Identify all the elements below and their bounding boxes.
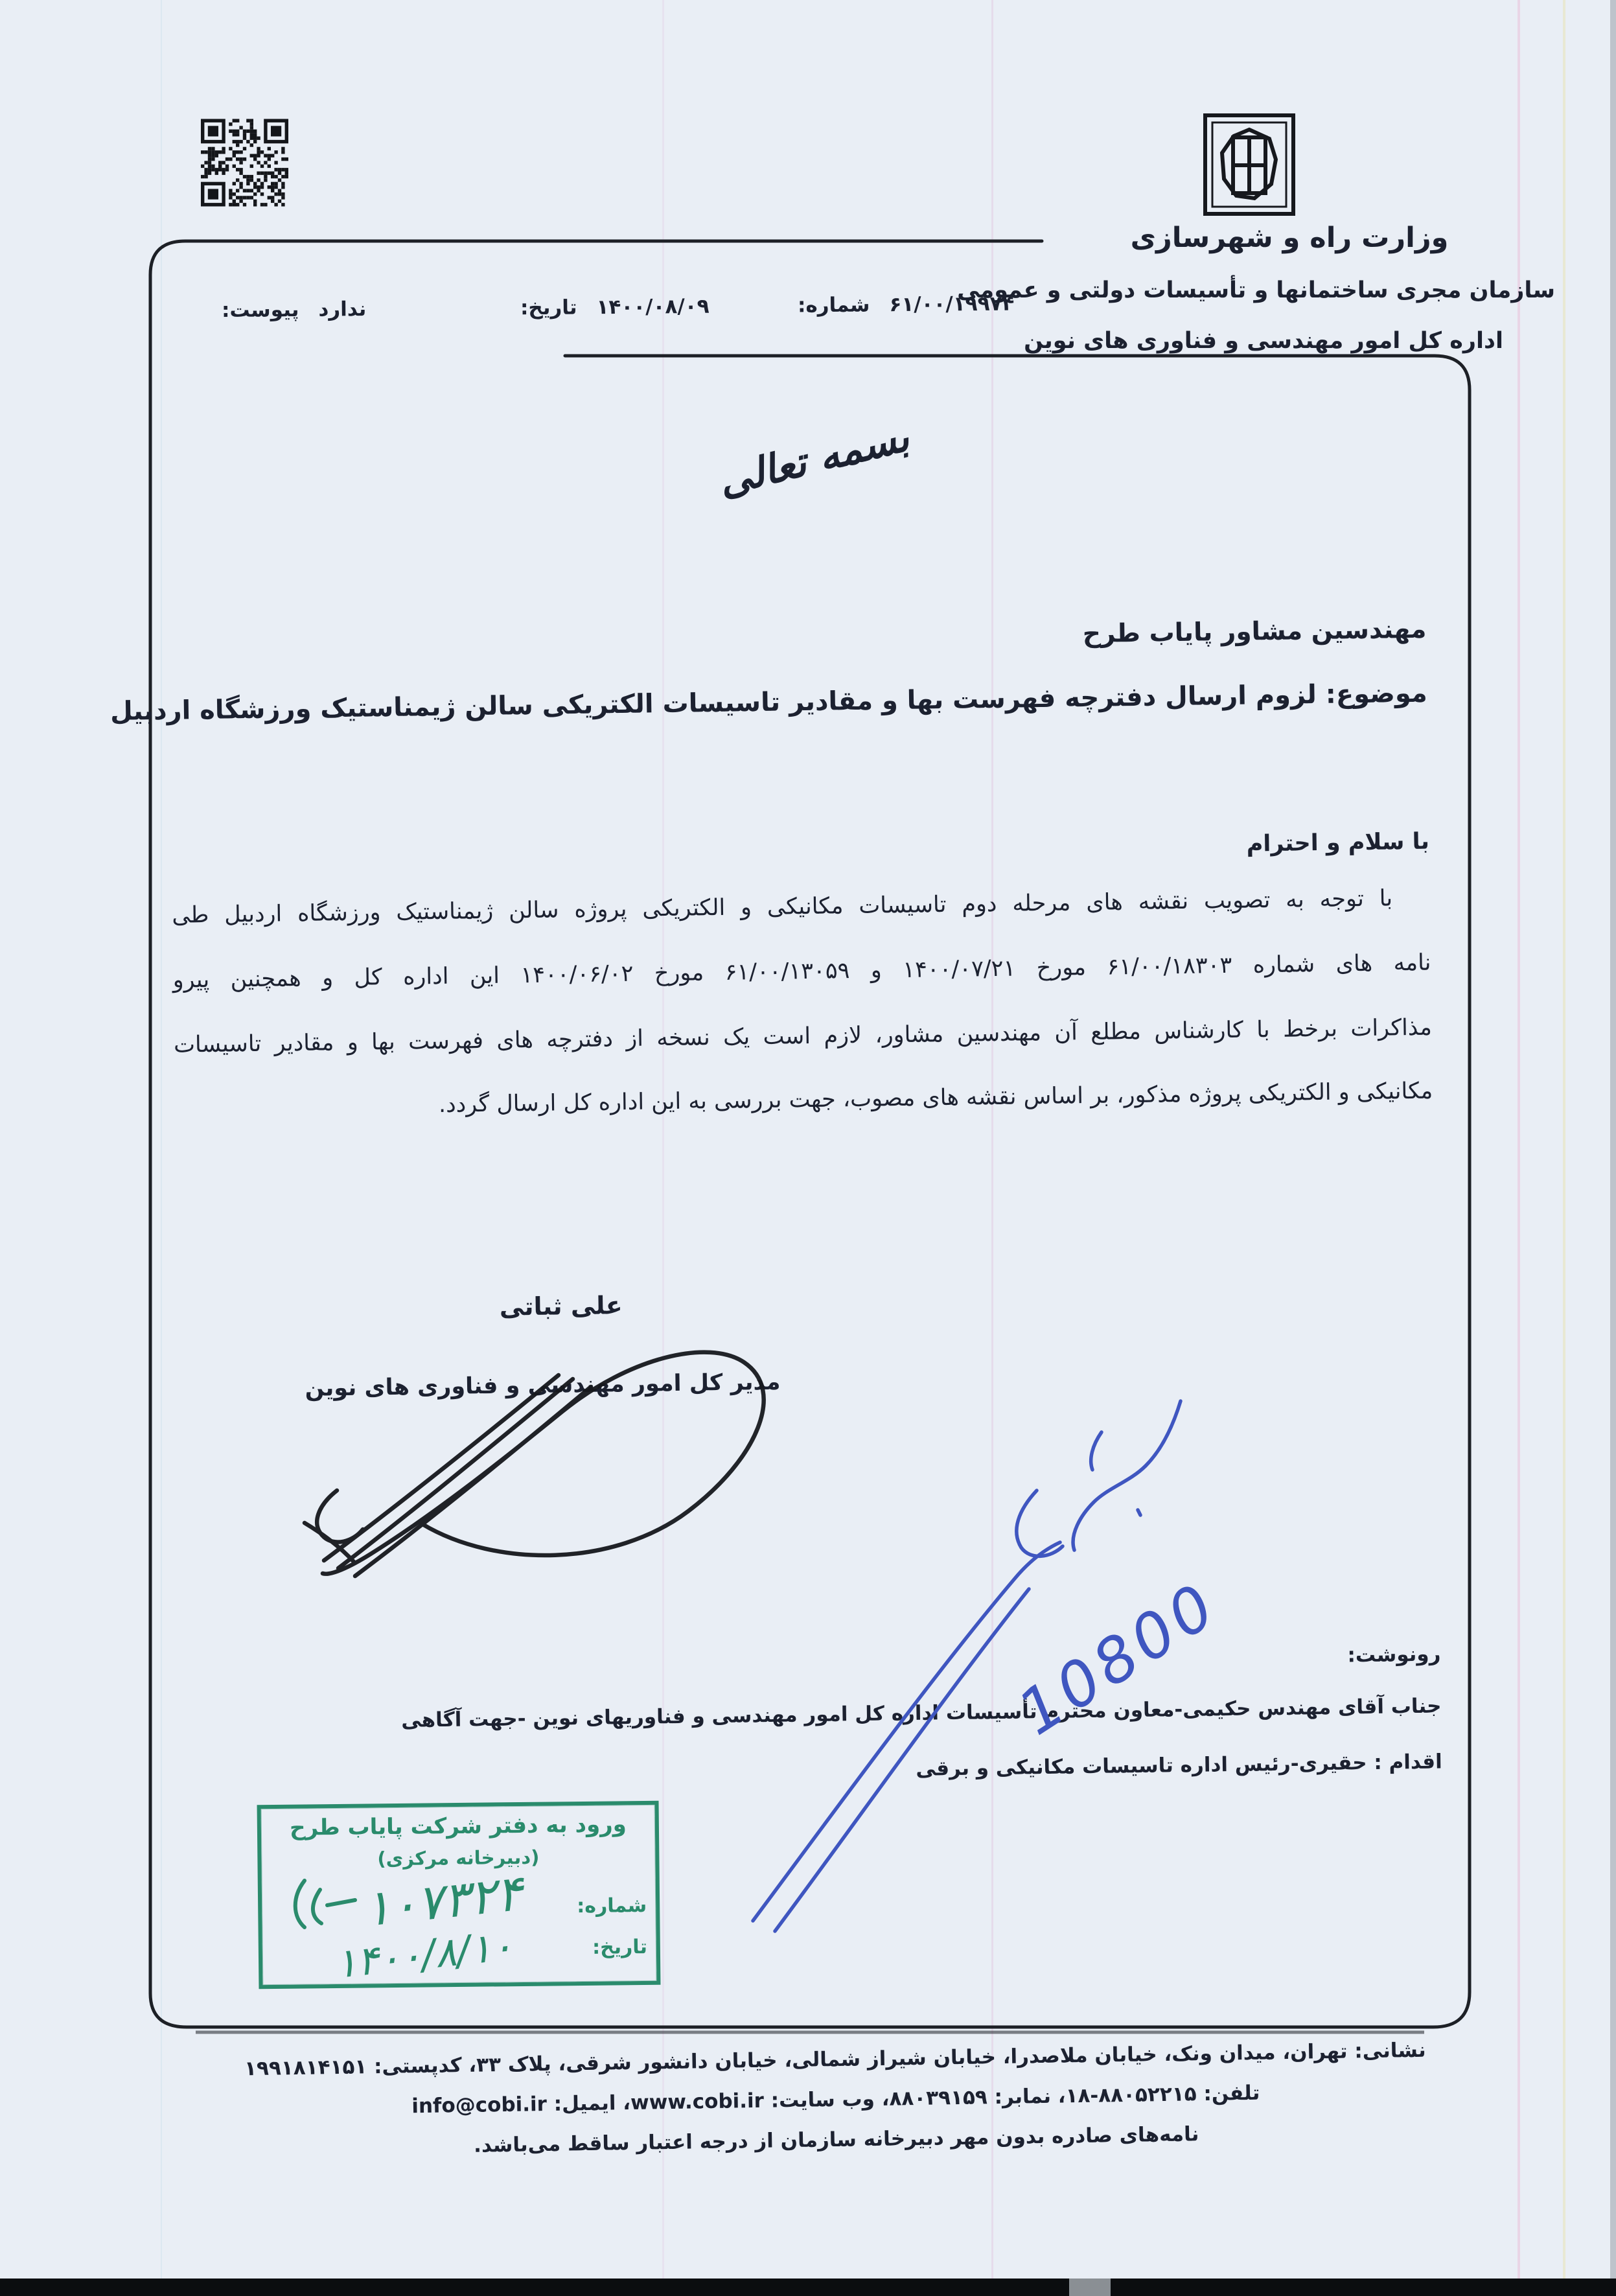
entry-stamp bbox=[257, 1801, 661, 1989]
footer bbox=[32, 2035, 1616, 2181]
organization-name: سازمان مجری ساختمانها و تأسیسات دولتی و عمومی bbox=[957, 277, 1555, 303]
stamp-date-label: تاریخ: bbox=[592, 1935, 648, 1959]
letter-number-value: ۶۱/۰۰/۱۹۹۷۴ bbox=[888, 292, 1015, 317]
stamp-number-label: شماره: bbox=[577, 1894, 647, 1918]
footer-contact: تلفن: ۸۸۰۵۲۲۱۵-۱۸، نمابر: ۸۸۰۳۹۱۵۹، وب سایت: www.cobi.ir، ایمیل: info@cobi.ir bbox=[411, 2081, 1260, 2118]
stamp-number-value: ۱۰۷۳۲۴ bbox=[361, 1863, 525, 1938]
cc-line: جناب آقای مهندس حکیمی-معاون محترم تأسیسات اداره کل امور مهندسی و فناوریهای نوین -جهت آگاهی bbox=[400, 1694, 1442, 1732]
subject-line: موضوع: لزوم ارسال دفترچه فهرست بها و مقادیر تاسیسات الکتریکی سالن ژیمناستیک ورزشگاه اردبیل bbox=[110, 678, 1428, 727]
blue-registration-number: 10800 bbox=[1006, 1568, 1231, 1750]
recipient-line: مهندسین مشاور پایاب طرح bbox=[1082, 614, 1427, 649]
ministry-name: وزارت راه و شهرسازی bbox=[1130, 222, 1449, 254]
stamp-date-value: ۱۴۰۰/۸/۱۰ bbox=[332, 1921, 515, 1988]
footer-disclaimer: نامه‌های صادره بدون مهر دبیرخانه سازمان از درجه اعتبار ساقط می‌باشد. bbox=[473, 2122, 1199, 2157]
letter-number-label: شماره: bbox=[797, 293, 870, 318]
department-name: اداره کل امور مهندسی و فناوری های نوین bbox=[1024, 328, 1503, 354]
stamp-subtitle: (دبیرخانه مرکزی) bbox=[377, 1846, 540, 1870]
stamp-title: ورود به دفتر شرکت پایاب طرح bbox=[289, 1811, 627, 1841]
attachment-value: ندارد bbox=[317, 297, 367, 321]
signer-name: علی ثباتی bbox=[499, 1291, 623, 1321]
body-line: مکانیکی و الکتریکی پروژه مذکور، بر اساس نقشه های مصوب، جهت بررسی به این اداره کل ارسال گردد. bbox=[438, 1078, 1433, 1119]
signer-title: مدیر کل امور مهندسی و فناوری های نوین bbox=[305, 1369, 781, 1402]
attachment-label: پیوست: bbox=[221, 297, 299, 322]
bismillah-calligraphy: بسمه تعالی bbox=[713, 413, 914, 505]
footer-address: نشانی: تهران، میدان ونک، خیابان ملاصدرا، خیابان شیراز شمالی، خیابان دانشور شرقی، پلاک ۳۳، کدپستی: ۱۹۹۱۸۱۴۱۵۱ bbox=[244, 2038, 1426, 2081]
body-line: با توجه به تصویب نقشه های مرحله دوم تاسیسات مکانیکی و الکتریکی پروژه سالن ژیمناستیک ورزشگاه اردبیل طی bbox=[172, 885, 1393, 929]
body-line: نامه های شماره ۶۱/۰۰/۱۸۳۰۳ مورخ ۱۴۰۰/۰۷/۲۱ و ۶۱/۰۰/۱۳۰۵۹ مورخ ۱۴۰۰/۰۶/۰۲ این اداره کل و همچنین پیرو bbox=[172, 949, 1431, 993]
salutation: با سلام و احترام bbox=[1246, 828, 1430, 857]
scan-edge-notch bbox=[1069, 2279, 1111, 2296]
action-line: اقدام : حقیری-رئیس اداره تاسیسات مکانیکی و برقی bbox=[916, 1750, 1442, 1781]
scan-edge-band bbox=[0, 2279, 1616, 2296]
body-line: مذاکرات برخط با کارشناس مطلع آن مهندسین مشاور، لازم است یک نسخه از دفترچه های فهرست بها و مقادیر تاسیسات bbox=[173, 1014, 1433, 1058]
letter-date-value: ۱۴۰۰/۰۸/۰۹ bbox=[596, 294, 710, 319]
letter-date-label: تاریخ: bbox=[520, 296, 578, 320]
cc-heading: رونوشت: bbox=[1347, 1642, 1441, 1667]
